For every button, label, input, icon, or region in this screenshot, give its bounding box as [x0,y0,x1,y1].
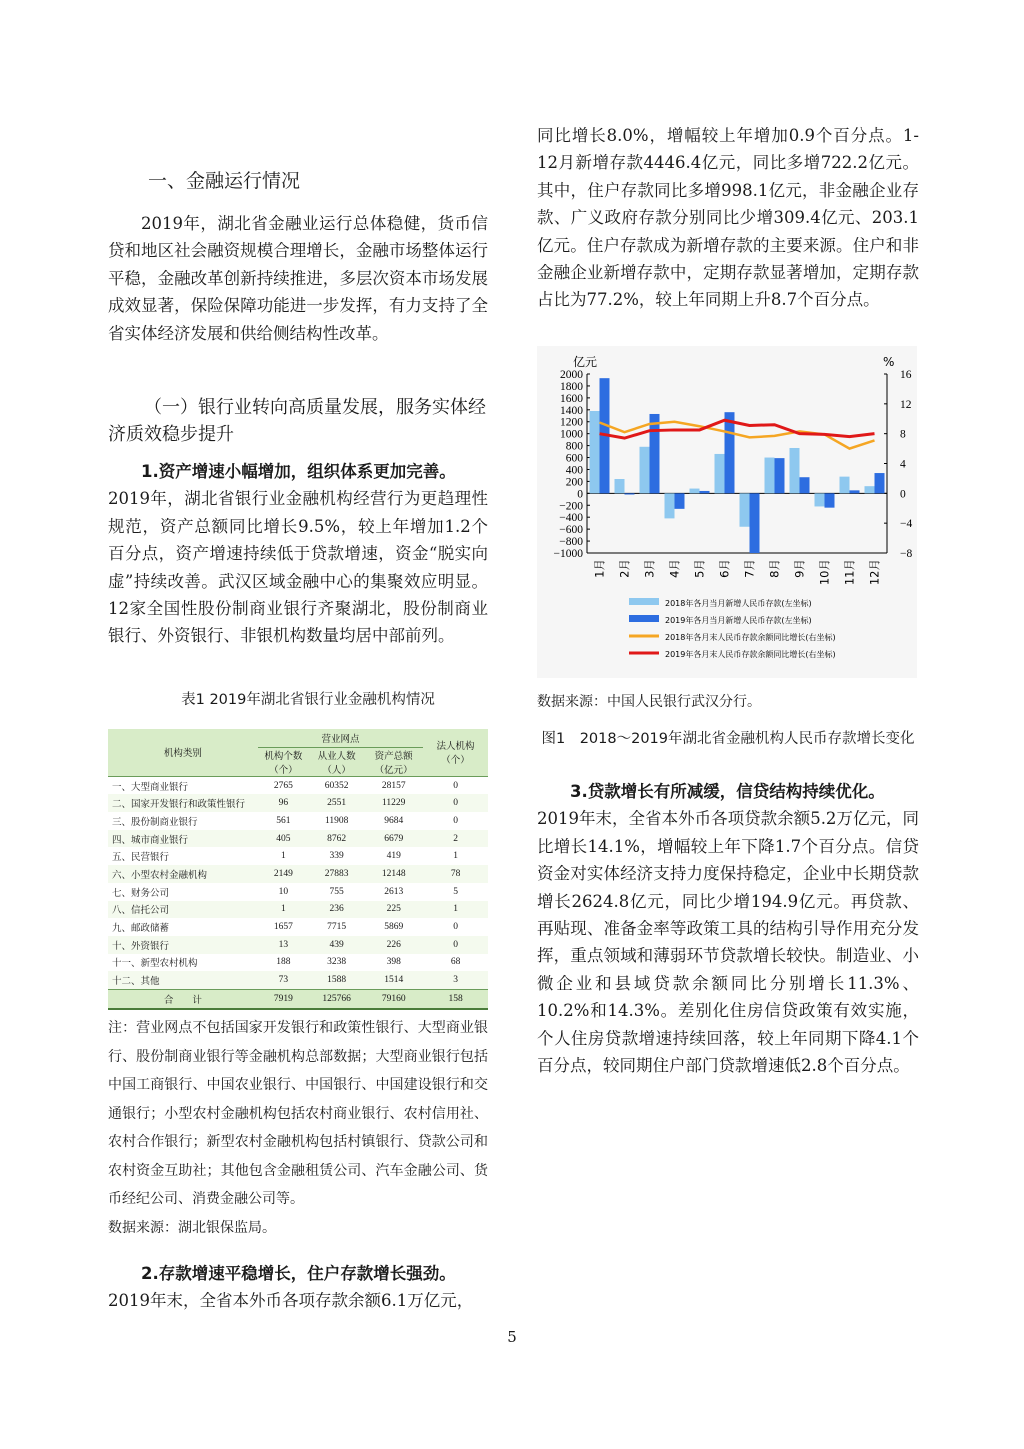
x-tick-label: 5月 [692,559,707,578]
table-cell-legal: 1 [423,901,488,919]
bar-2018 [615,479,625,493]
right-tick-label: 0 [900,488,906,501]
table-cell-name: 十二、其他 [108,971,258,989]
table-cell-staff: 60352 [324,780,349,791]
left-tick-label: 600 [565,452,583,465]
bar-2018 [765,458,775,494]
table-cell-legal: 3 [423,971,488,989]
intro-paragraph: 2019年，湖北省金融业运行总体稳健，货币信贷和地区社会融资规模合理增长，金融市场整体运行平稳，金融改革创新持续推进，多层次资本市场发展成效显著，保险保障功能进一步发挥，有力支持了全省实体经济发展和供给侧结构性改革。 [108,214,488,343]
table-cell-assets: 28157 [381,780,406,791]
table-cell-count: 1657 [273,922,293,933]
point2-heading: 2.存款增速平稳增长，住户存款增长强劲。 [141,1264,456,1283]
table-cell-count: 73 [258,971,309,989]
point2-continued [537,122,919,314]
figure-caption-block [537,726,919,752]
table-cell-name: 一、大型商业银行 [112,782,189,793]
table-cell-count: 1 [258,901,309,919]
table-cell-legal: 2 [423,830,488,848]
table-row [108,847,488,865]
table-cell-count: 1 [281,851,286,862]
table-body [108,776,488,989]
bar-2018 [665,493,675,518]
table-cell-assets: 398 [386,957,401,968]
table-cell-name: 五、民营银行 [112,853,170,864]
bar-2019 [800,477,810,493]
table-row [108,971,488,989]
right-tick-label: −4 [900,518,913,531]
left-axis-unit: 亿元 [573,355,598,369]
table-cell-assets: 226 [364,936,423,954]
total-assets: 79160 [364,989,423,1008]
deposit-chart-svg [537,346,917,678]
x-tick-label: 4月 [667,559,682,578]
table-cell-assets: 225 [364,901,423,919]
col-header-count: 机构个数（个） [258,747,309,776]
table-cell-assets: 9684 [384,815,404,826]
table-cell-legal: 1 [453,851,458,862]
table-cell-count: 10 [278,886,289,897]
point1-text: 2019年，湖北省银行业金融机构经营行为更趋理性规范，资产总额同比增长9.5%，较上年增加1.2个百分点，资产增速持续低于贷款增速，资金“脱实向虚”持续改善。武汉区域金融中心的集聚效应明显。12家全国性股份制商业银行齐聚湖北，股份制商业银行、外资银行、非银机构数量均居中部前列。 [108,489,488,646]
subsection-block [108,394,488,448]
left-tick-label: −200 [559,500,583,513]
right-tick-label: −8 [900,548,913,560]
x-tick-label: 12月 [867,559,882,586]
table-note-block [108,1014,488,1242]
table-cell-legal: 0 [453,815,458,826]
left-tick-label: −800 [559,536,583,549]
point3-block [537,778,919,1079]
page-number: 5 [507,1328,517,1346]
left-tick-label: 1800 [560,380,583,393]
left-tick-label: −1000 [553,548,583,560]
table-cell-staff: 7715 [327,922,347,933]
bar-2019 [650,414,660,493]
table-row [108,954,488,972]
table-cell-legal: 0 [423,794,488,812]
legend-swatch [629,615,659,622]
table-cell-count: 405 [258,830,309,848]
institutions-table [108,729,488,1010]
right-tick-label: 12 [900,398,912,411]
legend-label: 2019年各月当月新增人民币存款(左坐标) [665,616,812,625]
subsection-title: （一）银行业转向高质量发展，服务实体经济质效稳步提升 [108,397,486,445]
table-cell-assets: 6679 [364,830,423,848]
col-header-staff: 从业人数（人） [309,747,364,776]
table-cell-staff: 3238 [327,957,347,968]
table-row [108,883,488,901]
left-tick-label: 1000 [560,428,583,441]
bar-2018 [840,477,850,494]
left-tick-label: 2000 [560,369,583,381]
point3-heading: 3.贷款增长有所减缓，信贷结构持续优化。 [570,782,885,801]
point2-block [108,1260,488,1315]
right-axis-unit: % [883,355,895,369]
x-tick-label: 7月 [742,559,757,578]
table-cell-assets: 12148 [364,865,423,883]
table-cell-name: 十一、新型农村机构 [112,959,198,970]
table-cell-name: 九、邮政储蓄 [112,924,170,935]
table-caption-wrap [128,688,488,709]
x-tick-label: 10月 [817,559,832,586]
table-cell-count: 2765 [273,780,293,791]
col-header-group: 营业网点 [258,729,423,747]
left-tick-label: 1200 [560,416,583,429]
bar-2019 [700,491,710,493]
table-cell-assets: 1514 [364,971,423,989]
table-cell-legal: 68 [450,957,461,968]
bar-2019 [625,493,635,494]
right-tick-label: 16 [900,369,912,381]
table-cell-staff: 1588 [309,971,364,989]
table-cell-staff: 11908 [324,815,349,826]
total-count: 7919 [258,989,309,1008]
x-tick-label: 9月 [792,559,807,578]
table-row [108,794,488,812]
left-tick-label: 200 [565,476,583,489]
table-cell-count: 96 [258,794,309,812]
table-cell-assets: 419 [386,851,401,862]
left-tick-label: 400 [565,464,583,477]
table-cell-assets: 5869 [384,922,404,933]
figure-caption: 图1 2018～2019年湖北省金融机构人民币存款增长变化 [541,731,915,747]
bar-2019 [675,493,685,509]
deposit-chart [537,346,917,678]
bar-2019 [725,412,735,493]
bar-2018 [590,411,600,493]
x-tick-label: 11月 [842,559,857,586]
point2-text-right: 同比增长8.0%，增幅较上年增加0.9个百分点。1-12月新增存款4446.4亿元，同比多增722.2亿元。其中，住户存款同比多增998.1亿元，非金融企业存款、广义政府存款分别同比少增309.4亿元、203.1亿元。住户存款成为新增存款的主要来源。住户和非金融企业新增存款中，定期存款显著增加，定期存款占比为77.2%，较上年同期上升8.7个百分点。 [537,126,919,310]
table-cell-legal: 78 [423,865,488,883]
table-cell-count: 561 [276,815,291,826]
table-cell-legal: 0 [453,922,458,933]
table-cell-name: 八、信托公司 [108,901,258,919]
bar-2019 [775,458,785,493]
bar-2018 [790,448,800,493]
bar-2018 [715,454,725,493]
bar-2019 [825,493,835,507]
table-cell-staff: 8762 [309,830,364,848]
bar-2019 [750,493,760,553]
right-tick-label: 8 [900,428,906,441]
table-cell-legal: 0 [423,936,488,954]
bar-2019 [875,473,885,493]
point2-text-left: 2019年末，全省本外币各项存款余额6.1万亿元， [108,1291,474,1311]
point1-block [108,458,488,650]
total-staff: 125766 [309,989,364,1008]
table-cell-staff: 236 [309,901,364,919]
table-cell-staff: 755 [329,886,344,897]
col-header-legal: 法人机构（个） [423,729,488,776]
table-cell-staff: 339 [329,851,344,862]
bar-2018 [740,493,750,526]
table-cell-name: 二、国家开发银行和政策性银行 [108,794,258,812]
table-note: 注：营业网点不包括国家开发银行和政策性银行、大型商业银行、股份制商业银行等金融机构总部数据；大型商业银行包括中国工商银行、中国农业银行、中国银行、中国建设银行和交通银行；小型农村金融机构包括农村商业银行、农村信用社、农村合作银行；新型农村金融机构包括村镇银行、贷款公司和农村资金互助社；其他包含金融租赁公司、汽车金融公司、货币经纪公司、消费金融公司等。 [108,1020,488,1207]
left-tick-label: 800 [565,440,583,453]
x-tick-label: 6月 [717,559,732,578]
x-tick-label: 1月 [592,559,607,578]
left-tick-label: 1400 [560,404,583,417]
table-caption: 表1 2019年湖北省银行业金融机构情况 [181,692,435,708]
right-tick-label: 4 [900,458,906,471]
table-cell-count: 2149 [258,865,309,883]
institutions-table-wrap [108,729,488,1010]
table-row [108,901,488,919]
left-tick-label: −400 [559,512,583,525]
left-tick-label: 0 [577,488,583,501]
table-cell-assets: 11229 [364,794,423,812]
total-name: 合 计 [108,989,258,1008]
table-cell-name: 六、小型农村金融机构 [108,865,258,883]
left-tick-label: 1600 [560,392,583,405]
chart-source: 数据来源：中国人民银行武汉分行。 [537,694,761,710]
table-cell-count: 13 [258,936,309,954]
table-source: 数据来源：湖北银保监局。 [108,1219,276,1236]
legend-label: 2018年各月末人民币存款余额同比增长(右坐标) [665,633,836,642]
legend-swatch [629,598,659,605]
bar-2018 [640,447,650,494]
left-tick-label: −600 [559,524,583,537]
point1-heading: 1.资产增速小幅增加，组织体系更加完善。 [141,462,456,481]
col-header-assets: 资产总额（亿元） [364,747,423,776]
table-row [108,812,488,830]
table-cell-staff: 439 [309,936,364,954]
point3-text: 2019年末，全省本外币各项贷款余额5.2万亿元，同比增长14.1%，增幅较上年下降1.7个百分点。信贷资金对实体经济支持力度保持稳定，企业中长期贷款增长2624.8亿元，同比少增194.9亿元。再贷款、再贴现、准备金率等政策工具的结构引导作用充分发挥，重点领域和薄弱环节贷款增长较快。制造业、小微企业和县域贷款余额同比分别增长11.3%、10.2%和14.3%。差别化住房信贷政策有效实施，个人住房贷款增速持续回落，较上年同期下降4.1个百分点，较同期住户部门贷款增速低2.8个百分点。 [537,809,919,1076]
table-cell-staff: 2551 [309,794,364,812]
section-title: 一、金融运行情况 [148,170,301,192]
total-legal: 158 [423,989,488,1008]
x-tick-label: 2月 [617,559,632,578]
x-tick-label: 8月 [767,559,782,578]
bar-2018 [815,493,825,506]
table-cell-name: 三、股份制商业银行 [112,817,198,828]
legend-label: 2019年各月末人民币存款余额同比增长(右坐标) [665,650,836,659]
x-tick-label: 3月 [642,559,657,578]
table-row [108,776,488,794]
legend-label: 2018年各月当月新增人民币存款(左坐标) [665,599,812,608]
bar-2018 [865,486,875,493]
table-row [108,936,488,954]
table-total-row [108,989,488,1008]
bar-2019 [850,490,860,493]
table-cell-name: 四、城市商业银行 [108,830,258,848]
table-cell-name: 七、财务公司 [112,888,170,899]
left-column [108,210,488,347]
bar-2018 [690,489,700,494]
table-cell-staff: 27883 [309,865,364,883]
chart-source-block [537,688,919,717]
table-cell-legal: 0 [453,780,458,791]
table-cell-count: 188 [276,957,291,968]
table-row [108,865,488,883]
table-row [108,830,488,848]
table-cell-name: 十、外资银行 [108,936,258,954]
table-row [108,918,488,936]
table-cell-assets: 2613 [384,886,404,897]
col-header-category: 机构类别 [108,729,258,776]
table-cell-legal: 5 [453,886,458,897]
